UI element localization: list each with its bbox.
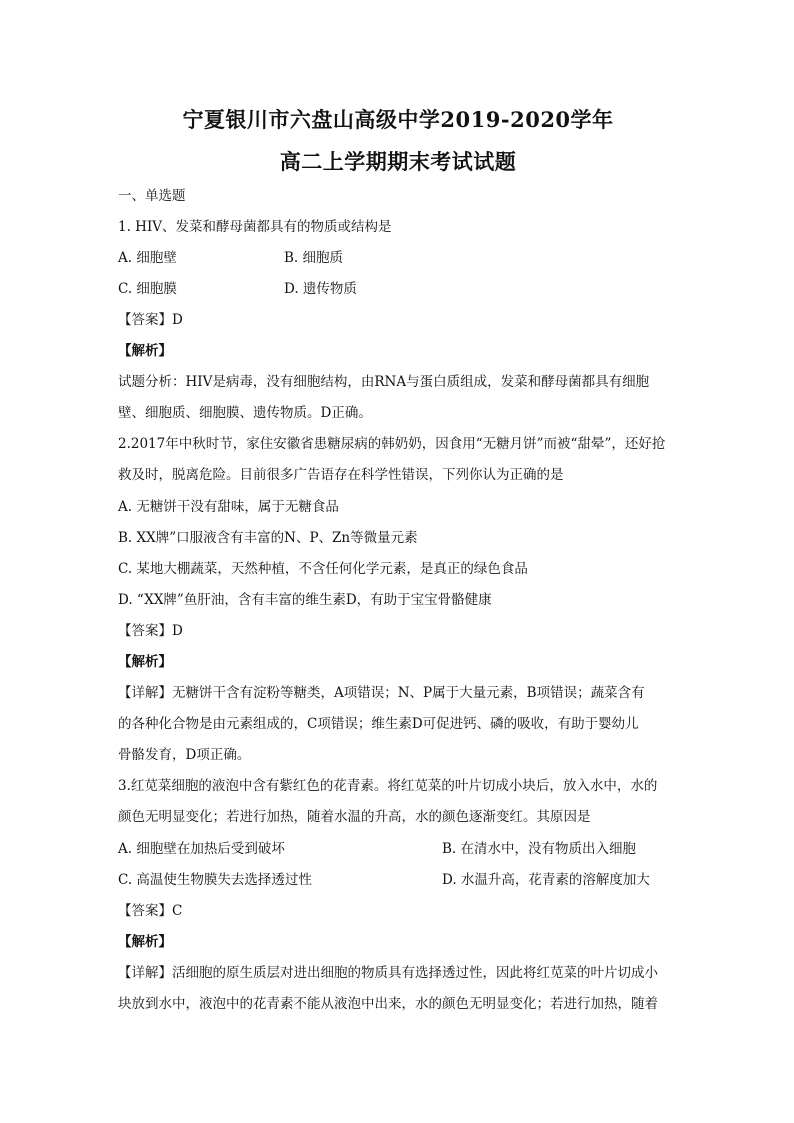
q3-answer: 【答案】C [118, 903, 183, 919]
q1-option-c: C. 细胞膜 [118, 281, 177, 297]
q2-option-c: C. 某地大棚蔬菜，天然种植，不含任何化学元素，是真正的绿色食品 [118, 561, 528, 577]
q3-analysis-line: 块放到水中，液泡中的花青素不能从液泡中出来，水的颜色无明显变化；若进行加热，随着 [118, 996, 658, 1012]
document-title-line2: 高二上学期期末考试试题 [279, 149, 517, 174]
q1-option-b: B. 细胞质 [284, 250, 344, 266]
q2-option-a: A. 无糖饼干没有甜味，属于无糖食品 [118, 499, 339, 515]
q1-analysis-line: 试题分析：HIV是病毒，没有细胞结构，由RNA与蛋白质组成，发菜和酵母菌都具有细胞 [118, 374, 650, 390]
q3-stem-line: 颜色无明显变化；若进行加热，随着水温的升高，水的颜色逐渐变红。其原因是 [118, 809, 591, 825]
q2-analysis-label: 【解析】 [118, 654, 172, 670]
q3-option-b: B. 在清水中，没有物质出入细胞 [442, 841, 637, 857]
q1-option-d: D. 遗传物质 [284, 281, 357, 297]
q2-option-b: B. XX牌”口服液含有丰富的N、P、Zn等微量元素 [118, 530, 418, 546]
q1-analysis-label: 【解析】 [118, 343, 172, 359]
section-heading: 一、单选题 [118, 188, 186, 204]
q2-stem-line: 2.2017年中秋时节，家住安徽省患糖尿病的韩奶奶，因食用“无糖月饼”而被“甜晕”，还好抢 [118, 436, 666, 452]
q1-analysis-line: 壁、细胞质、细胞膜、遗传物质。D正确。 [118, 405, 372, 421]
q2-analysis-line: 的各种化合物是由元素组成的，C项错误；维生素D可促进钙、磷的吸收，有助于婴幼儿 [118, 716, 639, 732]
q2-answer: 【答案】D [118, 623, 183, 639]
q2-option-d: D. “XX牌”鱼肝油，含有丰富的维生素D，有助于宝宝骨骼健康 [118, 592, 492, 608]
q3-analysis-label: 【解析】 [118, 934, 172, 950]
q3-option-a: A. 细胞壁在加热后受到破坏 [118, 841, 285, 857]
q1-answer: 【答案】D [118, 312, 183, 328]
q3-analysis-line: 【详解】活细胞的原生质层对进出细胞的物质具有选择透过性，因此将红苋菜的叶片切成小 [118, 965, 658, 981]
q3-option-c: C. 高温使生物膜失去选择透过性 [118, 872, 312, 888]
document-title-line1: 宁夏银川市六盘山高级中学2019-2020学年 [182, 107, 614, 132]
q2-analysis-line: 骨骼发育，D项正确。 [118, 747, 251, 763]
q1-option-a: A. 细胞壁 [118, 250, 177, 266]
q3-stem-line: 3.红苋菜细胞的液泡中含有紫红色的花青素。将红苋菜的叶片切成小块后，放入水中，水的 [118, 778, 658, 794]
q1-stem: 1. HIV、发菜和酵母菌都具有的物质或结构是 [118, 219, 392, 235]
q2-stem-line: 救及时，脱离危险。目前很多广告语存在科学性错误，下列你认为正确的是 [118, 467, 564, 483]
q2-analysis-line: 【详解】无糖饼干含有淀粉等糖类，A项错误；N、P属于大量元素，B项错误；蔬菜含有 [118, 685, 645, 701]
q3-option-d: D. 水温升高，花青素的溶解度加大 [442, 872, 650, 888]
